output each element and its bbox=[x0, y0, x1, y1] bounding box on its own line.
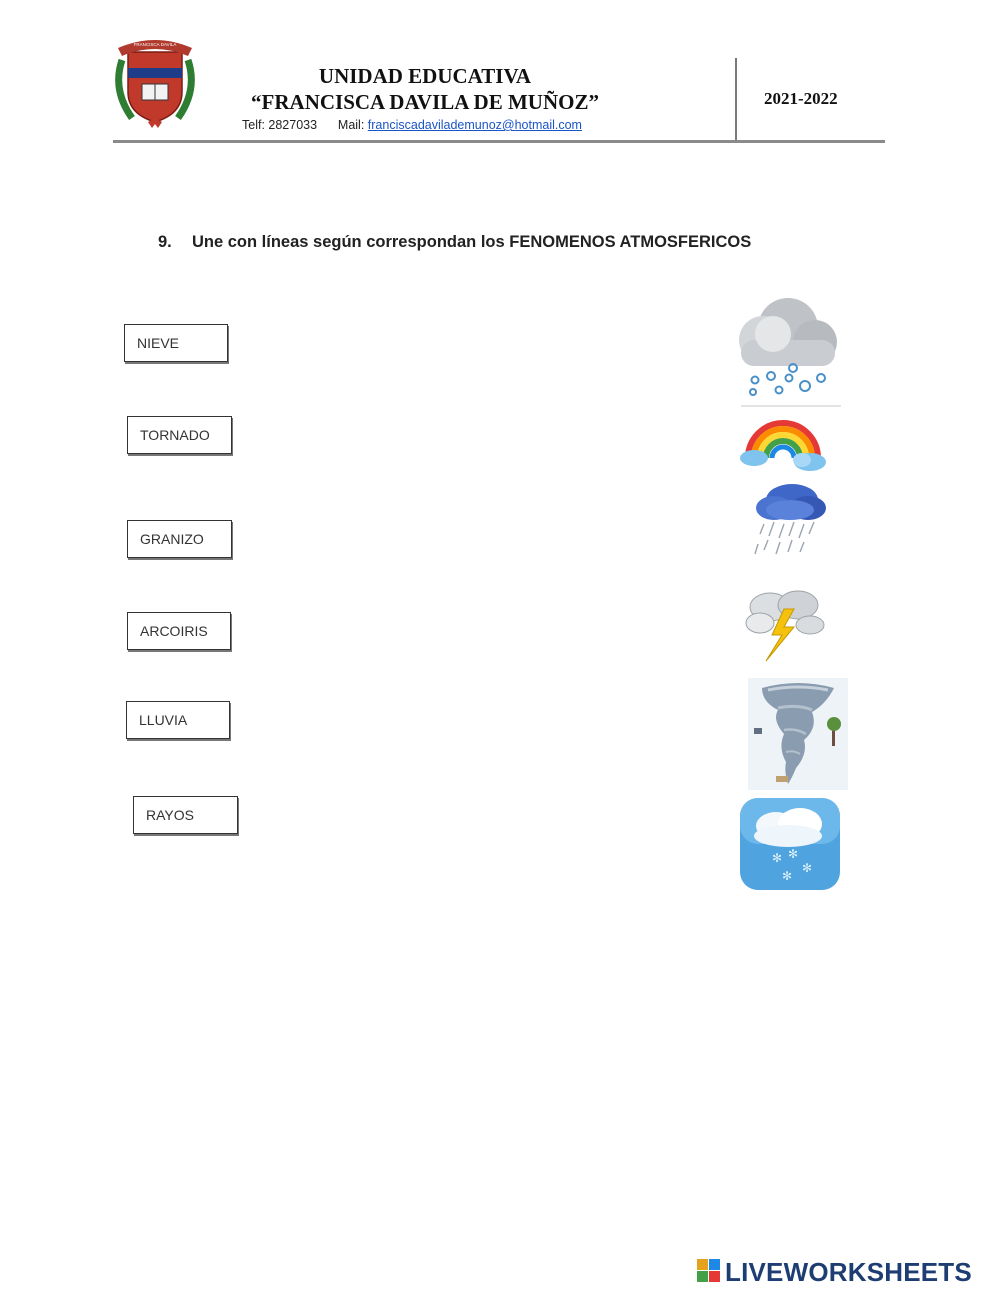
instruction-number: 9. bbox=[158, 233, 172, 251]
word-box-rayos[interactable]: RAYOS bbox=[133, 796, 238, 834]
word-box-nieve[interactable]: NIEVE bbox=[124, 324, 228, 362]
crest-ribbon-text: FRANCISCA DAVILA bbox=[133, 42, 177, 47]
snow-weather-icon[interactable] bbox=[738, 796, 842, 892]
contact-line bbox=[242, 118, 582, 132]
school-type-title: UNIDAD EDUCATIVA bbox=[318, 64, 532, 88]
liveworksheets-footer bbox=[697, 1257, 997, 1285]
mail-label: Mail: bbox=[337, 118, 365, 132]
word-box-granizo[interactable]: GRANIZO bbox=[127, 520, 232, 558]
liveworksheets-logo-icon bbox=[697, 1259, 721, 1283]
instruction-text: Une con líneas según correspondan los FENOMENOS ATMOSFERICOS bbox=[192, 233, 752, 251]
lightning-storm-icon[interactable] bbox=[740, 585, 830, 665]
rain-cloud-icon[interactable] bbox=[750, 480, 832, 562]
email-link[interactable]: franciscadavilademunoz@hotmail.com bbox=[367, 118, 582, 132]
svg-text:✻: ✻ bbox=[788, 847, 799, 861]
svg-text:✻: ✻ bbox=[782, 869, 793, 883]
word-box-arcoiris[interactable]: ARCOIRIS bbox=[127, 612, 231, 650]
svg-text:✻: ✻ bbox=[802, 861, 813, 875]
school-year: 2021-2022 bbox=[764, 89, 838, 108]
school-crest-logo bbox=[110, 30, 200, 130]
svg-text:✻: ✻ bbox=[772, 851, 783, 865]
word-box-lluvia[interactable]: LLUVIA bbox=[126, 701, 230, 739]
tornado-icon[interactable] bbox=[748, 678, 848, 790]
rainbow-icon[interactable] bbox=[738, 410, 828, 472]
instruction bbox=[158, 233, 751, 252]
phone-text: Telf: 2827033 bbox=[242, 118, 318, 132]
hail-cloud-icon[interactable] bbox=[733, 290, 843, 408]
school-name-title: “FRANCISCA DAVILA DE MUÑOZ” bbox=[251, 90, 599, 114]
header-rule bbox=[113, 140, 885, 143]
header-divider bbox=[735, 58, 737, 140]
word-box-tornado[interactable]: TORNADO bbox=[127, 416, 232, 454]
liveworksheets-brand: LIVEWORKSHEETS bbox=[725, 1257, 972, 1287]
